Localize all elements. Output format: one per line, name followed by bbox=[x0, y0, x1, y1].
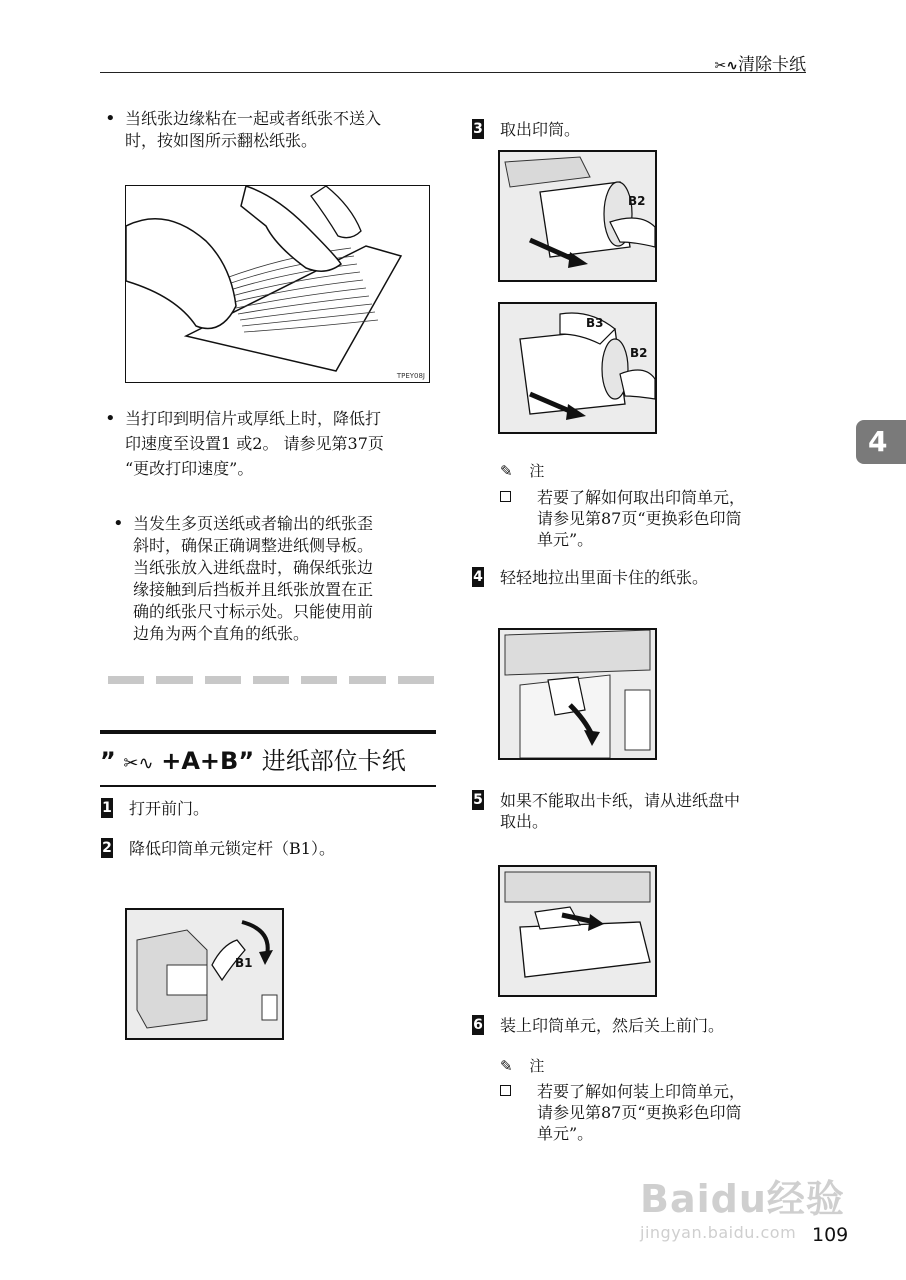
bullet-line: 缘接触到后挡板并且纸张放置在正 bbox=[133, 580, 374, 599]
step-1 bbox=[101, 798, 431, 820]
step-6 bbox=[472, 1015, 817, 1037]
paper-jam-icon: ✂∿ bbox=[123, 753, 154, 774]
figure-label-b3: B3 bbox=[586, 316, 604, 330]
figure-label-b2: B2 bbox=[630, 346, 648, 360]
remove-drum-illustration-2 bbox=[500, 304, 655, 432]
bullet-line: 当发生多页送纸或者输出的纸张歪 bbox=[133, 514, 374, 533]
note-line: 单元”。 bbox=[537, 1124, 594, 1143]
bullet-line: 印速度至设置1 或2。 请参见第37页 bbox=[125, 434, 384, 453]
section-code: +A+B” bbox=[161, 747, 255, 775]
section-top-rule bbox=[100, 730, 436, 734]
chapter-tab: 4 bbox=[856, 420, 906, 464]
pull-paper-figure bbox=[498, 628, 657, 760]
fan-paper-figure bbox=[125, 185, 430, 383]
checkbox-icon bbox=[500, 491, 511, 502]
note-heading bbox=[500, 1055, 544, 1076]
header-title: 清除卡纸 bbox=[738, 55, 806, 75]
bullet-line: 时，按如图所示翻松纸张。 bbox=[125, 131, 318, 150]
note-line: 请参见第87页“更换彩色印筒 bbox=[537, 1103, 742, 1122]
figure-caption: TPEY08J bbox=[396, 372, 425, 380]
remove-drum-figure-1 bbox=[498, 150, 657, 282]
bullet-item bbox=[113, 513, 453, 645]
page-number: 109 bbox=[812, 1224, 849, 1246]
note-label: 注 bbox=[529, 462, 545, 480]
step-text: 取出印筒。 bbox=[500, 120, 581, 139]
header-rule bbox=[100, 72, 806, 73]
note-item bbox=[500, 487, 820, 550]
bullet-line: 当纸张放入进纸盘时，确保纸张边 bbox=[133, 558, 374, 577]
bullet-line: 当打印到明信片或厚纸上时，降低打 bbox=[125, 409, 382, 428]
figure-label-b2: B2 bbox=[628, 194, 646, 208]
section-divider bbox=[108, 676, 434, 684]
section-prefix: ” bbox=[100, 747, 116, 775]
section-heading bbox=[100, 741, 406, 776]
checkbox-icon bbox=[500, 1085, 511, 1096]
step-text: 降低印筒单元锁定杆（B1）。 bbox=[129, 839, 335, 858]
bullet-dot-icon: • bbox=[105, 108, 116, 129]
step-text: 装上印筒单元，然后关上前门。 bbox=[500, 1016, 725, 1035]
step-number: 2 bbox=[102, 840, 112, 856]
step-text: 打开前门。 bbox=[129, 799, 210, 818]
note-label: 注 bbox=[529, 1057, 545, 1075]
step-number: 1 bbox=[102, 800, 112, 816]
step-number: 5 bbox=[473, 792, 483, 808]
bullet-item bbox=[105, 408, 455, 480]
note-line: 若要了解如何取出印筒单元， bbox=[537, 488, 746, 507]
step-number: 6 bbox=[473, 1017, 483, 1033]
pencil-icon: ✎ bbox=[500, 1057, 513, 1075]
bullet-item bbox=[105, 108, 450, 152]
note-heading bbox=[500, 460, 544, 481]
remove-drum-figure-2 bbox=[498, 302, 657, 434]
paper-tray-illustration bbox=[500, 867, 655, 995]
pull-paper-illustration bbox=[500, 630, 655, 758]
bullet-line: 边角为两个直角的纸张。 bbox=[133, 624, 310, 643]
step-5 bbox=[472, 790, 817, 832]
lock-lever-figure bbox=[125, 908, 284, 1040]
remove-drum-illustration-1 bbox=[500, 152, 655, 280]
section-title: 进纸部位卡纸 bbox=[261, 747, 406, 775]
pencil-icon: ✎ bbox=[500, 462, 513, 480]
paper-jam-icon: ✂∿ bbox=[714, 58, 738, 74]
step-text-line: 如果不能取出卡纸，请从进纸盘中 bbox=[500, 791, 741, 810]
figure-label-b1: B1 bbox=[235, 956, 253, 970]
watermark-url: jingyan.baidu.com bbox=[640, 1223, 797, 1242]
step-number: 3 bbox=[473, 121, 483, 137]
step-text: 轻轻地拉出里面卡住的纸张。 bbox=[500, 568, 709, 587]
bullet-line: “更改打印速度”。 bbox=[125, 459, 254, 478]
step-text-line: 取出。 bbox=[500, 812, 549, 831]
lock-lever-illustration bbox=[127, 910, 282, 1038]
step-2 bbox=[101, 838, 431, 860]
bullet-dot-icon: • bbox=[105, 408, 116, 429]
paper-tray-figure bbox=[498, 865, 657, 997]
section-bottom-rule bbox=[100, 785, 436, 787]
step-number: 4 bbox=[473, 569, 483, 585]
bullet-line: 斜时，确保正确调整进纸侧导板。 bbox=[133, 536, 374, 555]
fan-paper-illustration bbox=[126, 186, 429, 382]
bullet-line: 确的纸张尺寸标示处。只能使用前 bbox=[133, 602, 374, 621]
note-line: 单元”。 bbox=[537, 530, 594, 549]
step-4 bbox=[472, 567, 812, 589]
bullet-line: 当纸张边缘粘在一起或者纸张不送入 bbox=[125, 109, 382, 128]
step-3 bbox=[472, 119, 802, 141]
bullet-dot-icon: • bbox=[113, 513, 124, 534]
watermark-brand: Baidu经验 bbox=[640, 1177, 845, 1221]
note-item bbox=[500, 1081, 820, 1144]
note-line: 请参见第87页“更换彩色印筒 bbox=[537, 509, 742, 528]
note-line: 若要了解如何装上印筒单元， bbox=[537, 1082, 746, 1101]
